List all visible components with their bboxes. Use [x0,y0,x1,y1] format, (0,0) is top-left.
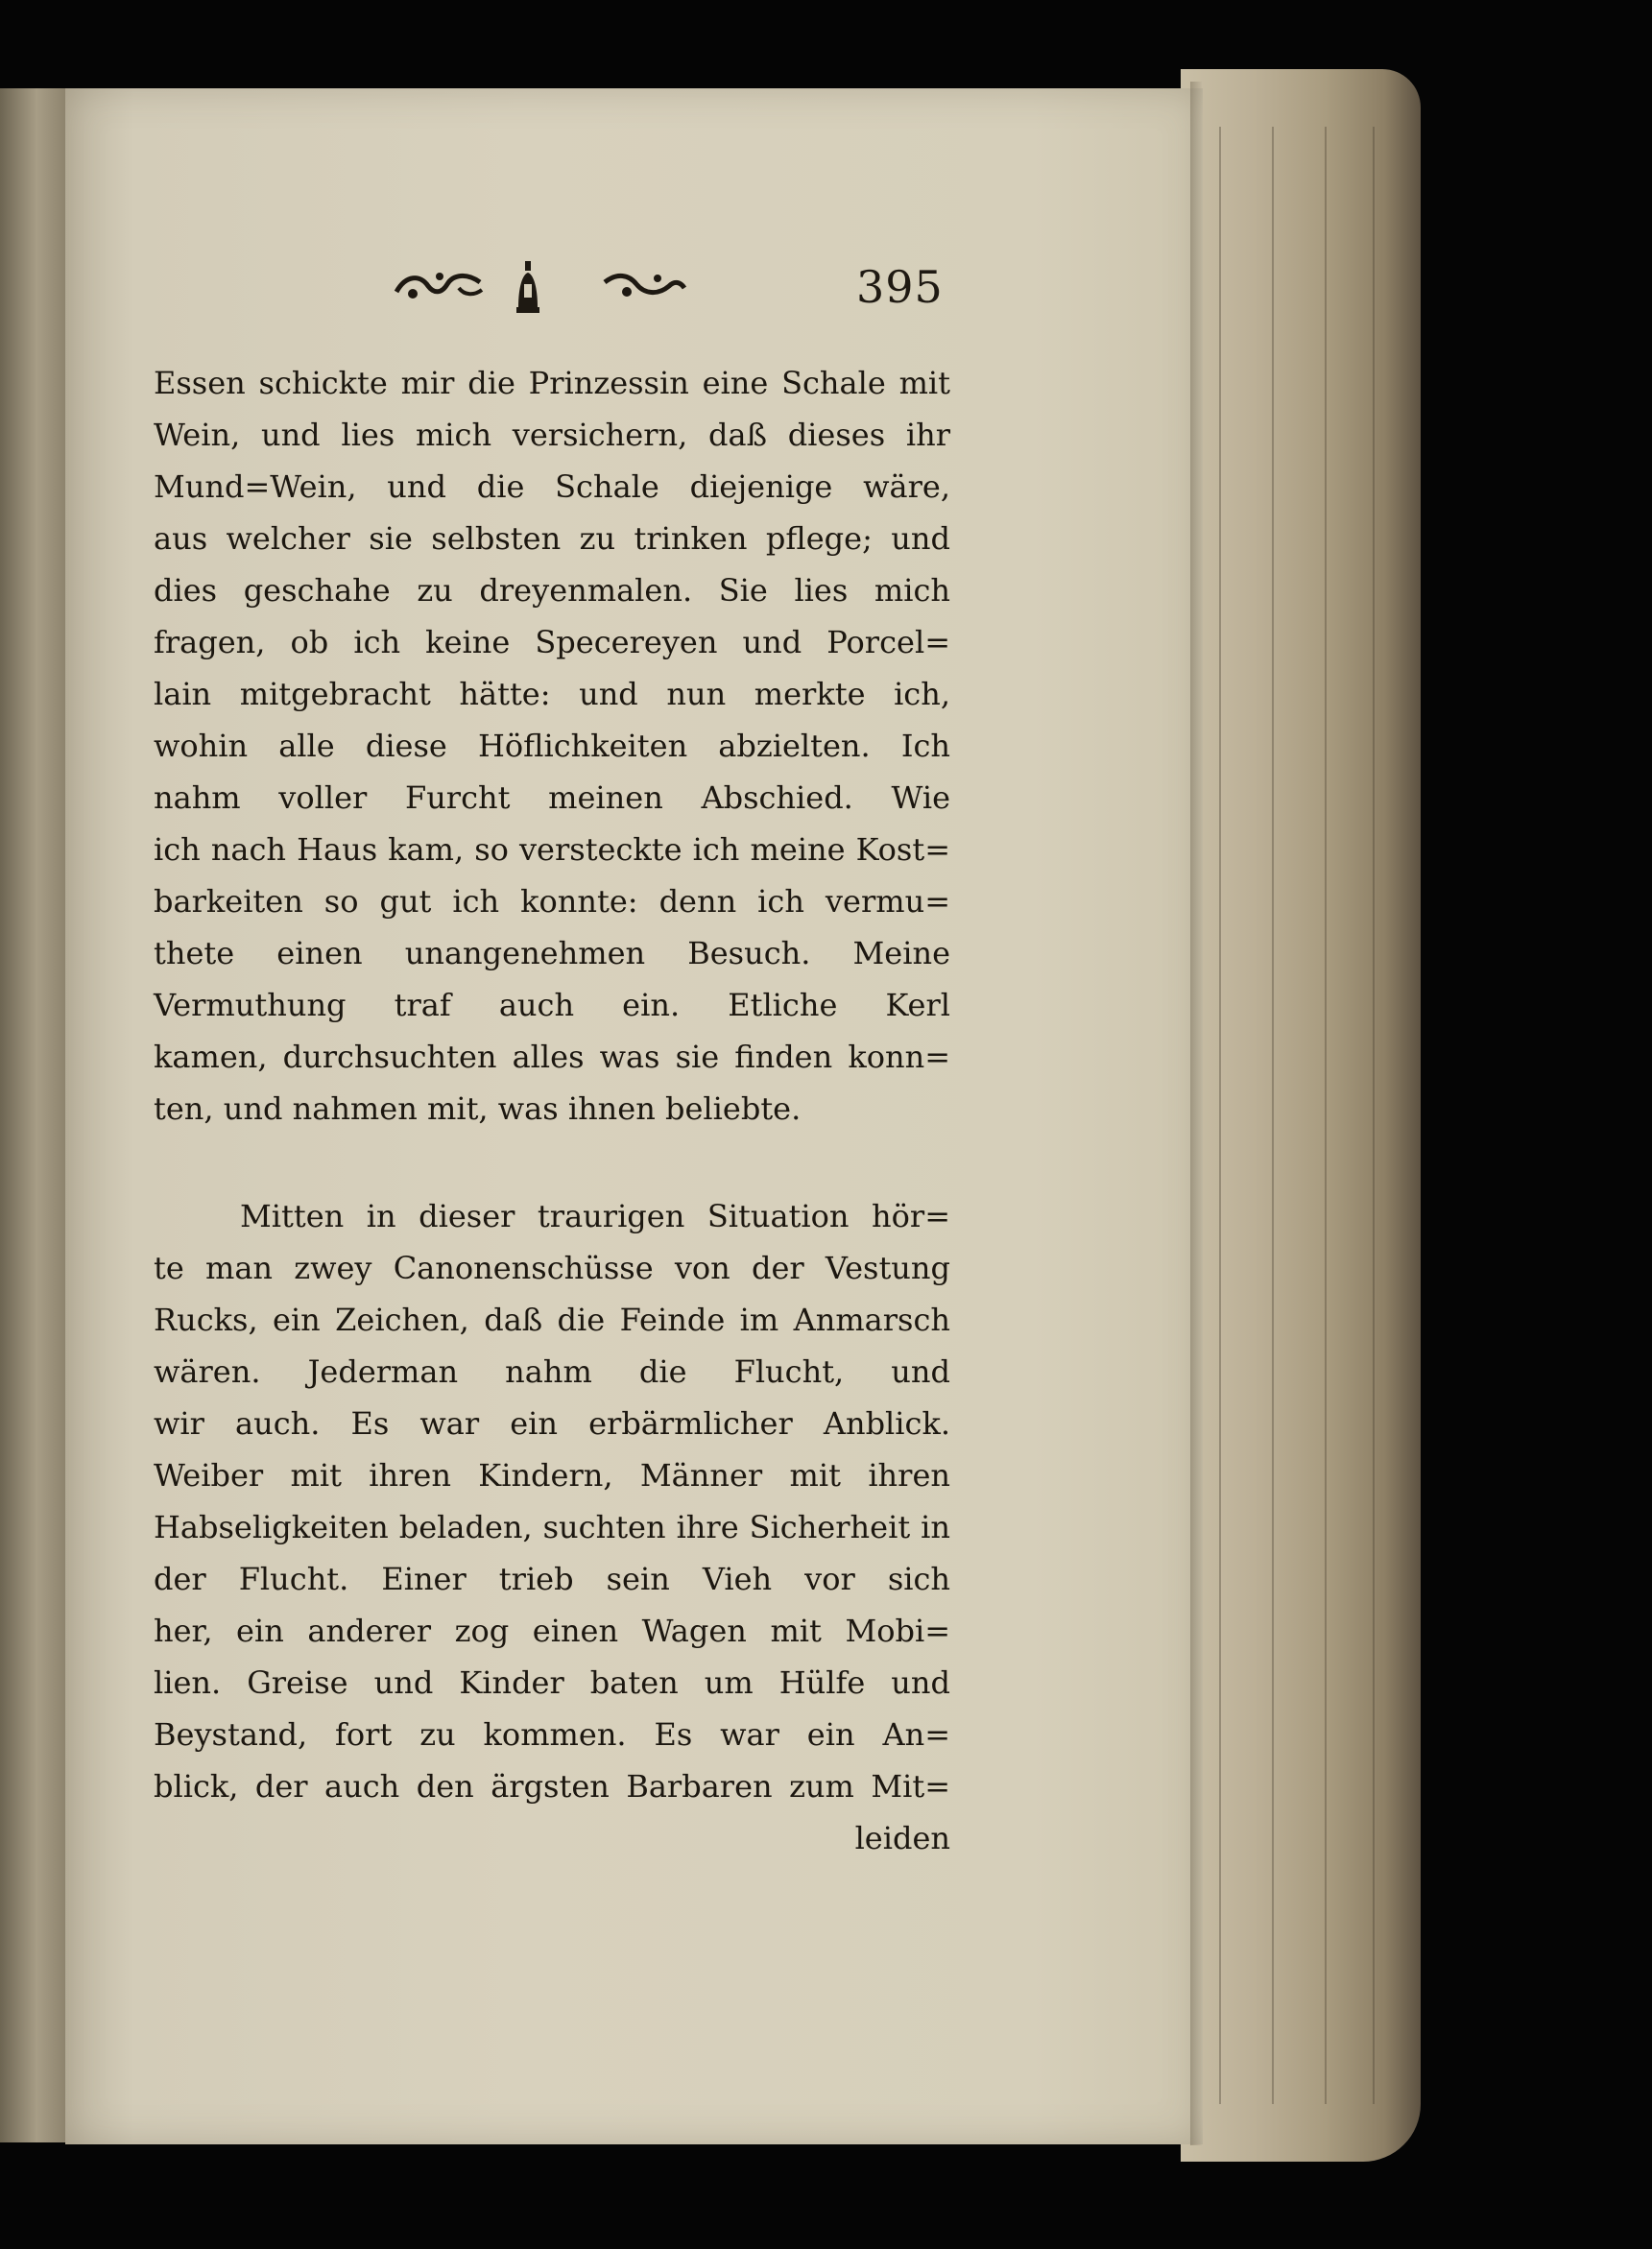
text-line: Mitten in dieser traurigen Situation hör= [240,1198,950,1234]
catchword: leiden [854,1820,950,1856]
text-line: ich nach Haus kam, so versteckte ich meine Kost= [154,831,950,868]
paragraph [154,1190,950,1812]
page-number: 395 [856,261,944,313]
text-line: wären. Jederman nahm die Flucht, und [154,1353,950,1390]
text-line: Habseligkeiten beladen, suchten ihre Sicherheit in [154,1509,950,1545]
text-line: Weiber mit ihren Kindern, Männer mit ihren [154,1457,950,1494]
text-line: barkeiten so gut ich konnte: denn ich vermu= [154,883,950,920]
text-line: wir auch. Es war ein erbärmlicher Anblick. [154,1405,950,1442]
text-line: lain mitgebracht hätte: und nun merkte ich, [154,676,950,712]
text-line: thete einen unangenehmen Besuch. Meine [154,935,950,971]
bell-ornament-icon [514,259,542,322]
left-ornament-icon [392,265,488,308]
text-line: Beystand, fort zu kommen. Es war ein An= [154,1716,950,1753]
body-text [154,357,950,1864]
text-line: kamen, durchsuchten alles was sie finden konn= [154,1039,950,1075]
text-line: der Flucht. Einer trieb sein Vieh vor sich [154,1561,950,1597]
paragraph [154,357,950,1135]
paragraph-gap [154,1135,950,1190]
text-line: her, ein anderer zog einen Wagen mit Mobi= [154,1613,950,1649]
page-fold [1190,82,1202,2145]
text-line: ten, und nahmen mit, was ihnen beliebte. [154,1090,802,1127]
text-line: Rucks, ein Zeichen, daß die Feinde im Anmarsch [154,1302,950,1338]
text-line: Mund=Wein, und die Schale diejenige wäre, [154,468,950,505]
text-line: nahm voller Furcht meinen Abschied. Wie [154,779,950,816]
text-line: aus welcher sie selbsten zu trinken pflege; und [154,520,950,557]
book-block-edge [1181,69,1421,2162]
text-line: Essen schickte mir die Prinzessin eine Schale mit [154,365,950,401]
text-line: dies geschahe zu dreyenmalen. Sie lies mich [154,572,950,609]
text-line: Wein, und lies mich versichern, daß dieses ihr [154,417,950,453]
running-header [384,259,944,326]
text-line: te man zwey Canonenschüsse von der Vestung [154,1250,950,1286]
text-line: Vermuthung traf auch ein. Etliche Kerl [154,987,950,1023]
text-line: wohin alle diese Höflichkeiten abzielten. Ich [154,728,950,764]
text-line: blick, der auch den ärgsten Barbaren zum Mit= [154,1768,950,1805]
text-line: fragen, ob ich keine Specereyen und Porcel= [154,624,950,660]
right-ornament-icon [600,265,686,308]
text-line: lien. Greise und Kinder baten um Hülfe und [154,1664,950,1701]
facing-page-edge [0,88,70,2142]
